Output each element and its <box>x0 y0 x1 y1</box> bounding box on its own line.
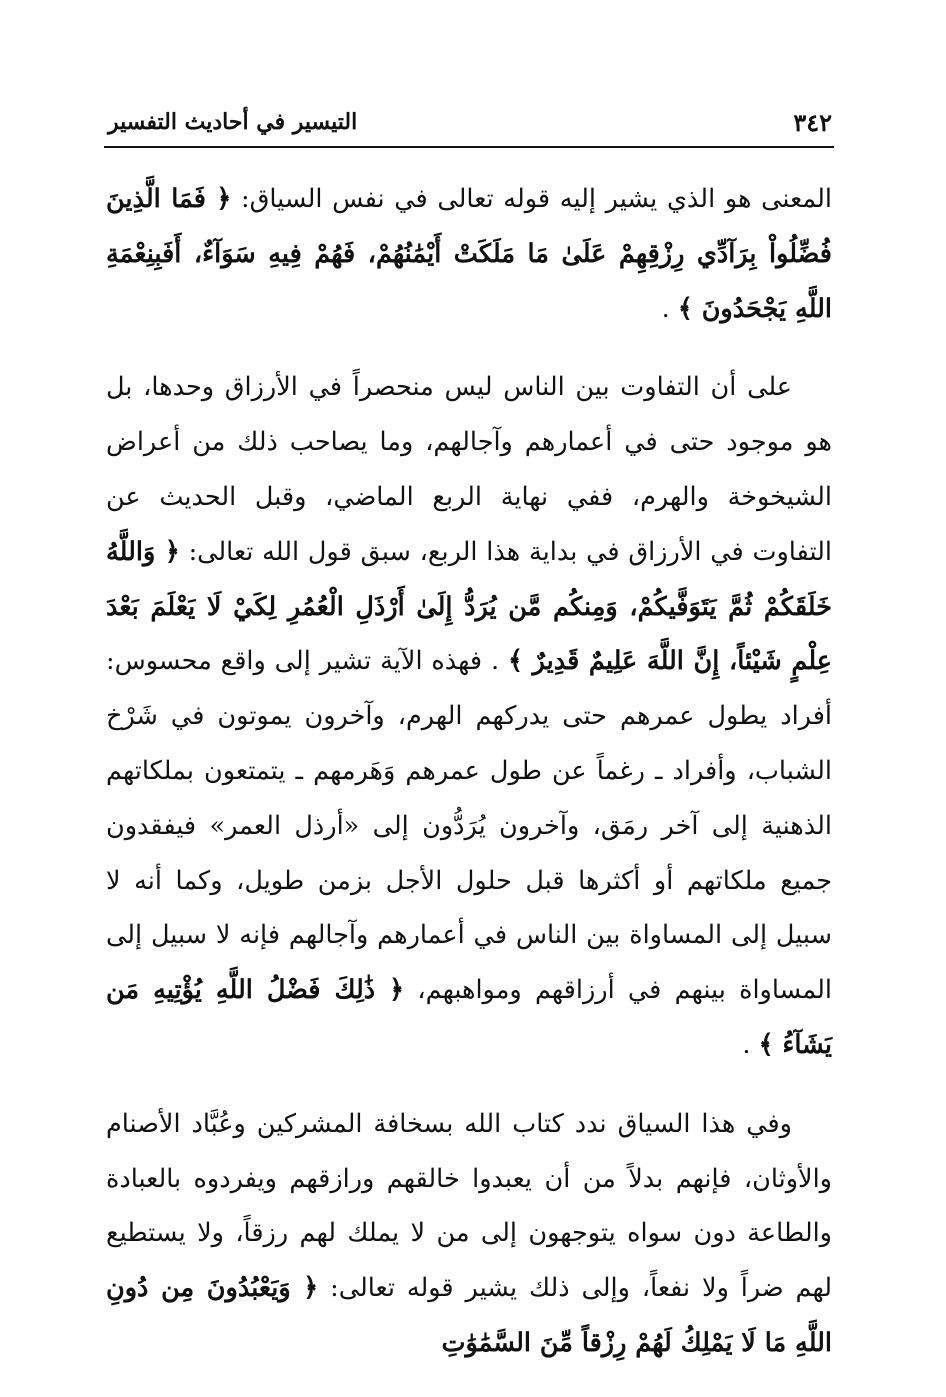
paragraph-text: على أن التفاوت بين الناس ليس منحصراً في الأرزاق وحدها، بل هو موجود حتى في أعمارهم وآجالهم، وما يصاحب ذلك من أعراض الشيخوخة والهرم، ففي نهاية الربع الماضي، وقبل الحديث عن التفاوت في الأرزاق في بداية هذا الربع، سبق قول الله تعالى: <box>106 372 832 567</box>
running-title: التيسير في أحاديث التفسير <box>108 109 358 135</box>
page-header <box>108 100 832 144</box>
paragraph <box>106 360 832 1072</box>
paragraph-text: . <box>742 1029 759 1060</box>
quran-verse: ﴿ وَاللَّهُ خَلَقَكُمْ ثُمَّ يَتَوَفَّيكُمْ، وَمِنكُم مَّن يُرَدُّ إِلَىٰ أَرْذَلِ الْعُمُرِ لِكَيْ لَا يَعْلَمَ بَعْدَ عِلْمٍ شَيْئاً، إِنَّ اللَّهَ عَلِيمٌ قَدِيرٌ ﴾ <box>106 536 832 677</box>
quran-verse: ﴿ وَيَعْبُدُونَ مِن دُونِ اللَّهِ مَا لَا يَمْلِكُ لَهُمْ رِزْقاً مِّنَ السَّمَٰوَٰتِ <box>106 1273 832 1358</box>
header-rule <box>104 146 834 148</box>
paragraph <box>106 1097 832 1371</box>
paragraph-text: المعنى هو الذي يشير إليه قوله تعالى في نفس السياق: <box>231 184 832 214</box>
page-number: ٣٤٢ <box>793 107 832 137</box>
paragraph-text: . <box>661 293 678 324</box>
quran-verse: ﴿ فَمَا الَّذِينَ فُضِّلُواْ بِرَآدِّي رِزْقِهِمْ عَلَىٰ مَا مَلَكَتْ أَيْمَٰنُهُمْ، فَهُمْ فِيهِ سَوَآءٌ، أَفَبِنِعْمَةِ اللَّهِ يَجْحَدُونَ ﴾ <box>106 184 832 324</box>
paragraph <box>106 172 832 336</box>
paragraph-text: . فهذه الآية تشير إلى واقع محسوس: أفراد يطول عمرهم حتى يدركهم الهرم، وآخرون يموتون في شَرْخ الشباب، وأفراد ـ رغماً عن طول عمرهم وَهَرمهم ـ يتمتعون بملكاتهم الذهنية إلى آخر رمَق، وآخرون يُرَدُّون إلى «أرذل العمر» فيفقدون جميع ملكاتهم أو أكثرها قبل حلول الأجل بزمن طويل، وكما أنه لا سبيل إلى المساواة بين الناس في أعمارهم وآجالهم فإنه لا سبيل إلى المساواة بينهم في أرزاقهم ومواهبهم، <box>106 646 832 1006</box>
paragraph-text: وفي هذا السياق ندد كتاب الله بسخافة المشركين وعُبَّاد الأصنام والأوثان، فإنهم بدلاً من أن يعبدوا خالقهم ورازقهم ويفردوه بالعبادة والطاعة دون سواه يتوجهون إلى من لا يملك لهم رزقاً، ولا يستطيع لهم ضراً ولا نفعاً، وإلى ذلك يشير قوله تعالى: <box>106 1108 832 1304</box>
body-text <box>106 172 832 1371</box>
quran-verse: ﴿ ذَٰلِكَ فَضْلُ اللَّهِ يُؤْتِيهِ مَن يَشَآءُ ﴾ <box>106 975 832 1060</box>
